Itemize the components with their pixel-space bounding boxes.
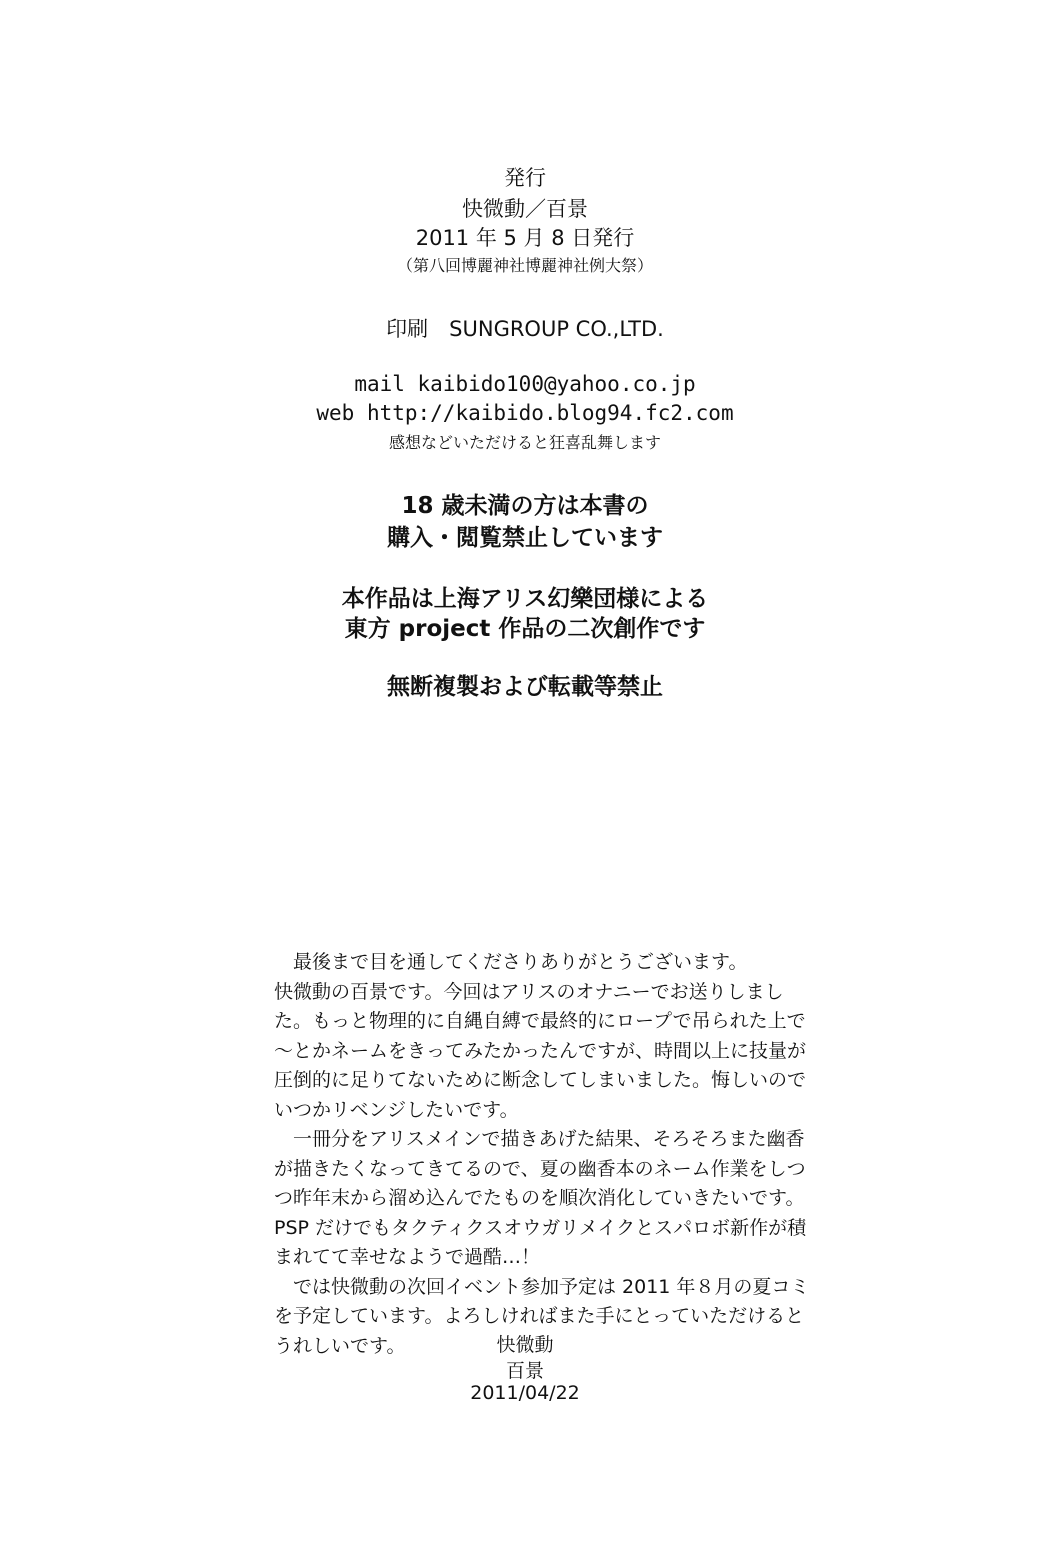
copyright-notice: 無断複製および転載等禁止 (387, 674, 663, 700)
event-name: （第八回博麗神社博麗神社例大祭） (396, 256, 653, 275)
signature-author: 百景 (505, 1360, 544, 1382)
derivative-notice-line2: 東方 project 作品の二次創作です (344, 616, 706, 642)
printer-line: 印刷 SUNGROUP CO.,LTD. (386, 317, 664, 341)
publisher-heading: 発行 (504, 166, 546, 190)
publish-date: 2011 年 5 月 8 日発行 (415, 226, 635, 250)
age-notice-line2: 購入・閲覧禁止しています (387, 525, 663, 551)
contact-web: web http://kaibido.blog94.fc2.com (316, 401, 734, 425)
contact-mail: mail kaibido100@yahoo.co.jp (354, 372, 696, 396)
afterword-paragraph: 最後まで目を通してくださりありがとうございます。 快微動の百景です。今回はアリスのオナニーでお送りしました。もっと物理的に自縄自縛で最終的にロープで吊られた上で～とかネームをきってみたかったんですが、時間以上に技量が圧倒的に足りてないために断念してしまいました。悔しいのでいつかリベンジしたいです。 (274, 951, 807, 1121)
feedback-note: 感想などいただけると狂喜乱舞します (388, 433, 661, 452)
afterword-paragraph: 一冊分をアリスメインで描きあげた結果、そろそろまた幽香が描きたくなってきてるので、夏の幽香本のネーム作業をしつつ昨年末から溜め込んでたものを順次消化していきたいです。PSP だけでもタクティクスオウガリメイクとスパロボ新作が積まれてて幸せなようで過酷…！ (274, 1128, 807, 1268)
signature-circle: 快微動 (496, 1334, 554, 1356)
circle-name: 快微動／百景 (462, 197, 588, 221)
signature-date: 2011/04/22 (470, 1382, 580, 1404)
afterword (274, 948, 810, 1361)
afterword-paragraph: では快微動の次回イベント参加予定は 2011 年８月の夏コミを予定しています。よろしければまた手にとっていただけるとうれしいです。 (274, 1275, 810, 1357)
derivative-notice-line1: 本作品は上海アリス幻樂団様による (341, 586, 709, 612)
age-notice-line1: 18 歳未満の方は本書の (401, 493, 649, 519)
